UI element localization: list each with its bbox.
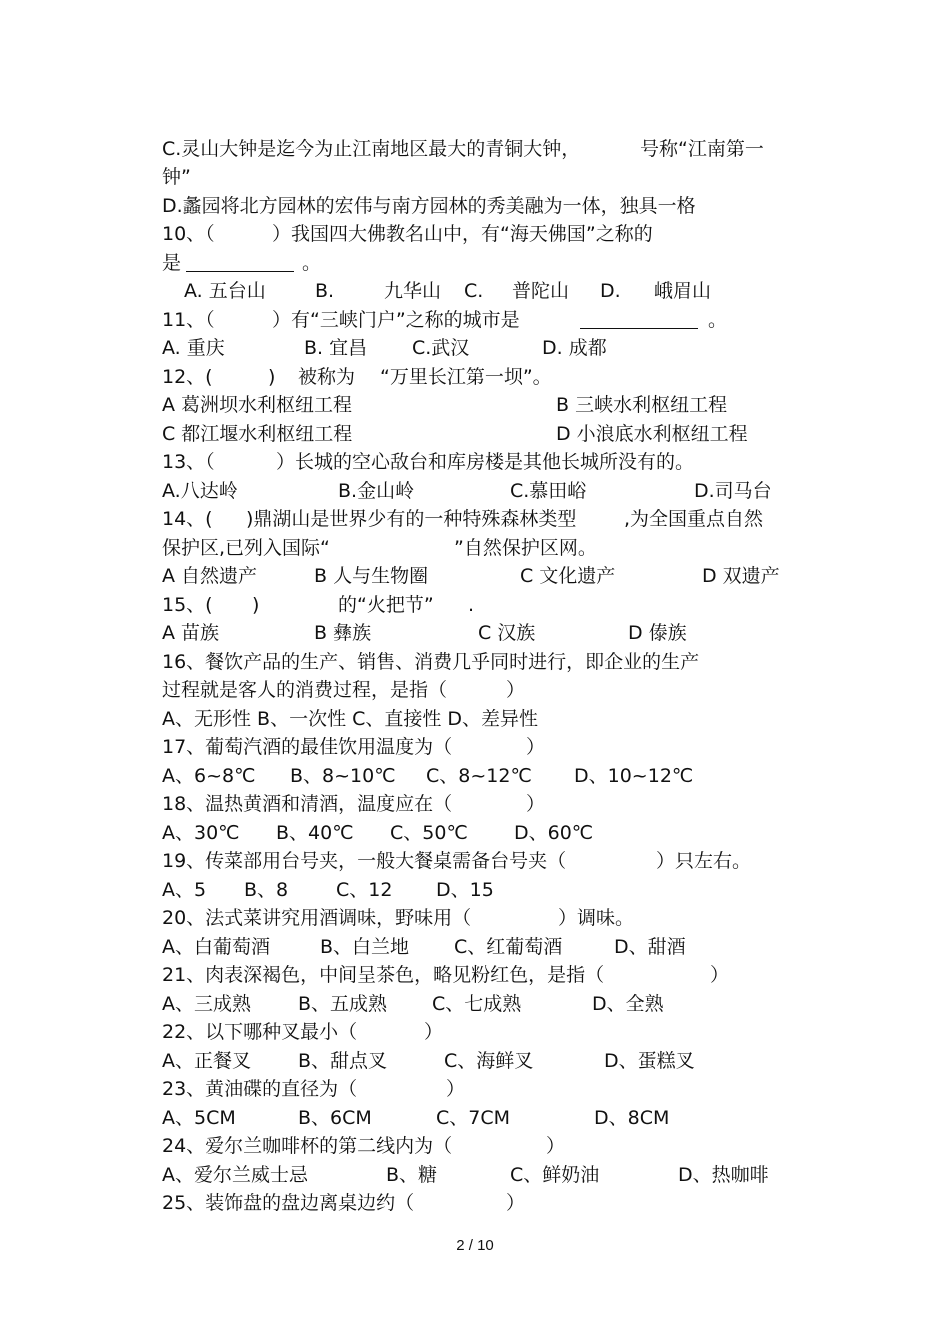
question-text: 过程就是客人的消费过程，是指（ — [162, 679, 448, 701]
option-d: D、8CM — [594, 1107, 670, 1129]
option-c-letter: C. — [464, 280, 484, 302]
option-a: A、5 — [162, 879, 207, 901]
option-a: A、三成熟 — [162, 993, 251, 1015]
answer-blank — [580, 310, 698, 329]
option-a: A 葛洲坝水利枢纽工程 — [162, 394, 353, 416]
option-c: C、7CM — [436, 1107, 511, 1129]
option-b: B、40℃ — [276, 822, 354, 844]
text: 是 — [162, 252, 182, 274]
option-c: C 都江堰水利枢纽工程 — [162, 423, 353, 445]
option-a: A 自然遗产 — [162, 565, 258, 587]
option-b: B、8~10℃ — [290, 765, 396, 787]
question-number: 14、( — [162, 508, 213, 530]
question-text: 25、装饰盘的盘边离桌边约（ — [162, 1192, 415, 1214]
question-text: ）只左右。 — [656, 850, 752, 872]
option-a: A. 五台山 — [184, 280, 266, 302]
option-c: C.慕田峪 — [510, 480, 587, 502]
option-d: 峨眉山 — [654, 280, 712, 302]
option-a: A.八达岭 — [162, 480, 238, 502]
option-b: B、6CM — [298, 1107, 372, 1129]
question-text: 19、传菜部用台号夹，一般大餐桌需备台号夹（ — [162, 850, 567, 872]
question-text: ,为全国重点自然 — [624, 508, 764, 530]
text: ） — [710, 964, 730, 986]
option-c: C 文化遗产 — [520, 565, 616, 587]
page-number: 2 / 10 — [456, 1237, 494, 1254]
option-c: C、8~12℃ — [426, 765, 532, 787]
text: ） — [506, 1192, 526, 1214]
option-b: B. 宜昌 — [304, 337, 368, 359]
option-a: A、5CM — [162, 1107, 236, 1129]
option-a: A. 重庆 — [162, 337, 225, 359]
option-b: B、白兰地 — [320, 936, 410, 958]
option-b: B 彝族 — [314, 622, 372, 644]
option-a: A 苗族 — [162, 622, 220, 644]
text: D.蠡园将北方园林的宏伟与南方园林的秀美融为一体，独具一格 — [162, 195, 696, 217]
option-b: B、8 — [244, 879, 289, 901]
text: ） — [526, 793, 546, 815]
question-text: 22、以下哪种叉最小（ — [162, 1021, 358, 1043]
question-number: 12、( — [162, 366, 213, 388]
option-d: D、60℃ — [514, 822, 594, 844]
option-c: C.武汉 — [412, 337, 470, 359]
option-b: B.金山岭 — [338, 480, 415, 502]
question-text: ）我国四大佛教名山中，有“海天佛国”之称的 — [272, 223, 653, 245]
text: ） — [506, 679, 526, 701]
text: 。 — [302, 252, 322, 274]
question-text: 24、爱尔兰咖啡杯的第二线内为（ — [162, 1135, 453, 1157]
question-number: 10、（ — [162, 223, 215, 245]
text: “万里长江第一坝”。 — [380, 366, 552, 388]
option-a: A、30℃ — [162, 822, 240, 844]
question-number: 15、( — [162, 594, 213, 616]
question-text: )鼎湖山是世界少有的一种特殊森林类型 — [246, 508, 577, 530]
option-d-letter: D. — [600, 280, 621, 302]
option-b: B、糖 — [386, 1164, 438, 1186]
option-b: 九华山 — [384, 280, 442, 302]
option-d: D、15 — [436, 879, 494, 901]
question-text: 16、餐饮产品的生产、销售、消费几乎同时进行，即企业的生产 — [162, 651, 700, 673]
option-b: B 三峡水利枢纽工程 — [556, 394, 728, 416]
option-c: C、鲜奶油 — [510, 1164, 600, 1186]
option-b: B、甜点叉 — [298, 1050, 388, 1072]
answer-blank — [186, 253, 294, 272]
question-number: 11、（ — [162, 309, 215, 331]
option-a: A、正餐叉 — [162, 1050, 251, 1072]
option-c: C、50℃ — [390, 822, 468, 844]
text: 。 — [708, 309, 728, 331]
question-number: 13、（ — [162, 451, 215, 473]
option-d: D、10~12℃ — [574, 765, 694, 787]
option-d: D、甜酒 — [614, 936, 686, 958]
option-c: C 汉族 — [478, 622, 536, 644]
option-d: D 傣族 — [628, 622, 687, 644]
option-c: C、海鲜叉 — [444, 1050, 534, 1072]
question-text: ）有“三峡门户”之称的城市是 — [272, 309, 520, 331]
text: ） — [546, 1135, 566, 1157]
question-text: ）长城的空心敌台和库房楼是其他长城所没有的。 — [276, 451, 695, 473]
option-d: D、热咖啡 — [678, 1164, 769, 1186]
option-d: D.司马台 — [694, 480, 772, 502]
question-text: 20、法式菜讲究用酒调味，野味用（ — [162, 907, 472, 929]
option-c: C、七成熟 — [432, 993, 522, 1015]
option-b-letter: B. — [315, 280, 335, 302]
option-d: D 双遗产 — [702, 565, 780, 587]
text: ） — [446, 1078, 466, 1100]
text: ”自然保护区网。 — [454, 537, 597, 559]
text: ） — [424, 1021, 444, 1043]
question-text: 18、温热黄酒和清酒，温度应在（ — [162, 793, 453, 815]
option-c: C、红葡萄酒 — [454, 936, 563, 958]
text: 号称“江南第一 — [640, 138, 764, 160]
question-text: 17、葡萄汽酒的最佳饮用温度为（ — [162, 736, 453, 758]
option-b: B、五成熟 — [298, 993, 388, 1015]
option-c: C、12 — [336, 879, 393, 901]
option-a: A、爱尔兰威士忌 — [162, 1164, 308, 1186]
question-text: 的“火把节” — [338, 594, 434, 616]
option-b: B 人与生物圈 — [314, 565, 429, 587]
options: A、无形性 B、一次性 C、直接性 D、差异性 — [162, 708, 539, 730]
question-text: 21、肉表深褐色，中间呈茶色，略见粉红色，是指（ — [162, 964, 605, 986]
text: C.灵山大钟是迄今为止江南地区最大的青铜大钟， — [162, 138, 581, 160]
text: ） — [526, 736, 546, 758]
question-text: 23、黄油碟的直径为（ — [162, 1078, 358, 1100]
option-d: D、全熟 — [592, 993, 664, 1015]
text: . — [468, 594, 475, 616]
text: ) — [252, 594, 260, 616]
option-a: A、6~8℃ — [162, 765, 256, 787]
text: 钟” — [162, 166, 191, 188]
option-d: D 小浪底水利枢纽工程 — [556, 423, 748, 445]
text: 保护区,已列入国际“ — [162, 537, 330, 559]
option-d: D、蛋糕叉 — [604, 1050, 695, 1072]
option-c: 普陀山 — [512, 280, 570, 302]
text: 被称为 — [298, 366, 356, 388]
option-d: D. 成都 — [542, 337, 607, 359]
question-text: ）调味。 — [558, 907, 635, 929]
text: ) — [268, 366, 276, 388]
option-a: A、白葡萄酒 — [162, 936, 270, 958]
